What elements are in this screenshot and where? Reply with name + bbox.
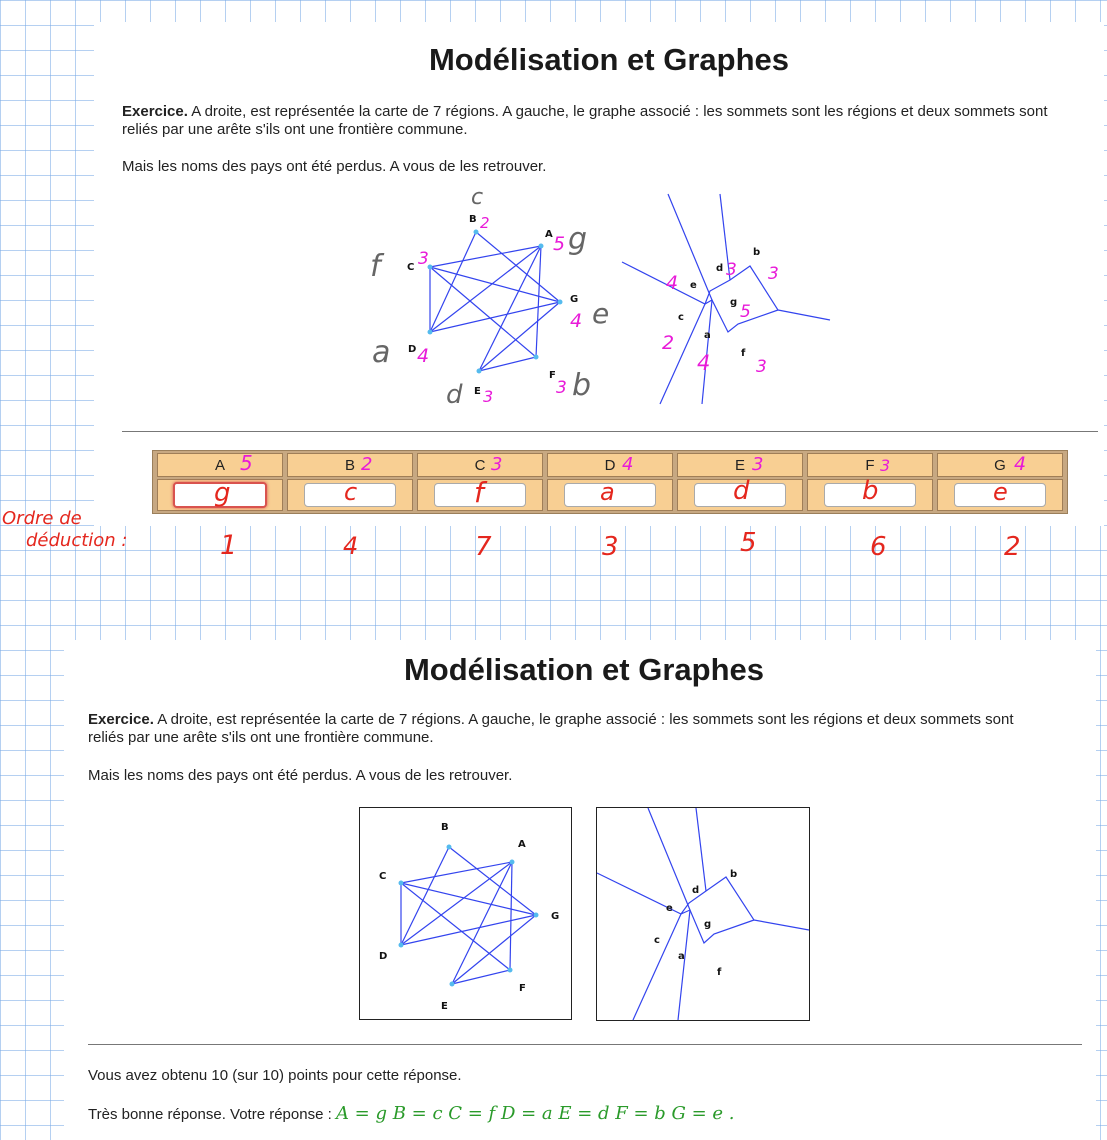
exercise-text: A droite, est représentée la carte de 7 régions. A gauche, le graphe associé : les sommets sont les régions et deux sommets sont reliés par une arête s'ils ont une frontière commune. — [122, 103, 1048, 138]
col-header-b: B 2 — [287, 453, 413, 477]
order-value-g: 2 — [1004, 532, 1021, 562]
graph-annot-e-degree: 3 — [483, 387, 494, 406]
region-label-c: c — [678, 312, 684, 323]
answer-cell-b — [287, 479, 413, 511]
feedback-line — [88, 1103, 735, 1124]
order-label-line-2: déduction : — [26, 530, 128, 551]
answer-cell-g — [937, 479, 1063, 511]
graph-annot-c-degree: 3 — [418, 249, 429, 269]
order-value-d: 3 — [602, 532, 619, 562]
col-header-a: A 5 — [157, 453, 283, 477]
region-label-e: e — [690, 280, 697, 291]
answer-input-row — [157, 479, 1063, 511]
col-header-c: C 3 — [417, 453, 543, 477]
answer-annot-c: f — [474, 476, 484, 509]
graph-figure-framed — [359, 807, 572, 1020]
order-value-e: 5 — [740, 528, 757, 558]
vertex-label-e: E — [474, 386, 481, 397]
vertex-label-c-framed: C — [379, 871, 387, 882]
region-label-c-framed: c — [654, 935, 660, 946]
answer-annot-d: a — [600, 478, 615, 506]
order-value-a: 1 — [220, 530, 238, 561]
answer-cell-e — [677, 476, 803, 511]
vertex-label-g: G — [570, 294, 579, 305]
degree-annot-f: 3 — [880, 456, 891, 475]
order-value-f: 6 — [870, 532, 887, 562]
result-screen-bottom — [64, 640, 1096, 1140]
exercise-screen-top — [94, 22, 1104, 526]
exercise-subtext: Mais les noms des pays ont été perdus. A vous de les retrouver. — [122, 158, 547, 175]
region-label-b-framed: b — [730, 869, 738, 880]
region-label-b: b — [753, 247, 761, 258]
region-label-g-framed: g — [704, 919, 712, 930]
region-label-e-framed: e — [666, 903, 673, 914]
vertex-label-d: D — [408, 344, 417, 355]
graph-annot-d-lower: a — [372, 335, 391, 370]
score-text: Vous avez obtenu 10 (sur 10) points pour cette réponse. — [88, 1067, 462, 1084]
region-label-d: d — [716, 263, 724, 274]
answer-table — [152, 450, 1068, 514]
graph-annot-a-lower: g — [568, 222, 588, 257]
vertex-label-a-framed: A — [518, 839, 526, 850]
answer-cell-c — [417, 476, 543, 511]
graph-annot-a-degree: 5 — [553, 233, 566, 255]
separator-line-result — [88, 1044, 1082, 1045]
map-annot-b-degree: 3 — [768, 264, 779, 284]
col-header-e: E 3 — [677, 453, 803, 477]
map-annot-g-degree: 5 — [740, 302, 751, 322]
order-value-b: 4 — [343, 532, 359, 560]
map-figure — [620, 192, 835, 407]
map-annot-e-degree: 4 — [666, 272, 679, 294]
vertex-label-g-framed: G — [551, 911, 560, 922]
degree-annot-c: 3 — [491, 454, 503, 475]
graph-annot-b-lower: c — [471, 185, 484, 210]
answer-header-row — [157, 453, 1063, 477]
answer-annot-g: e — [993, 478, 1008, 506]
vertex-label-c: C — [407, 262, 415, 273]
graph-annot-f-lower: b — [572, 368, 592, 403]
col-header-f: F 3 — [807, 453, 933, 477]
degree-annot-b: 2 — [361, 454, 373, 475]
feedback-text: Très bonne réponse. Votre réponse : — [88, 1106, 336, 1123]
col-header-d: D 4 — [547, 453, 673, 477]
map-annot-d-degree: 3 — [726, 260, 737, 280]
vertex-label-d-framed: D — [379, 951, 388, 962]
degree-annot-e: 3 — [752, 454, 764, 475]
graph-annot-b-degree: 2 — [480, 214, 490, 232]
map-annot-f-degree: 3 — [756, 357, 767, 377]
region-label-a-framed: a — [678, 951, 685, 962]
answer-annot-b: c — [344, 478, 358, 506]
order-value-c: 7 — [475, 532, 492, 562]
answer-math: A = g B = c C = f D = a E = d F = b G = e . — [335, 1103, 735, 1124]
graph-annot-g-lower: e — [592, 297, 610, 330]
region-label-f: f — [741, 348, 746, 359]
page-title-result: Modélisation et Graphes — [403, 652, 764, 687]
region-label-a: a — [704, 330, 711, 341]
map-annot-a-degree: 4 — [697, 351, 711, 375]
exercise-statement — [122, 103, 1072, 139]
degree-annot-g: 4 — [1014, 453, 1027, 475]
answer-cell-f — [807, 476, 933, 511]
answer-cell-d — [547, 479, 673, 511]
order-label-line-1: Ordre de — [2, 508, 82, 529]
vertex-label-f: F — [549, 370, 556, 381]
region-label-d-framed: d — [692, 885, 700, 896]
graph-annot-d-degree: 4 — [417, 345, 430, 367]
graph-annot-c-lower: f — [370, 249, 381, 284]
degree-annot-d: 4 — [622, 454, 634, 475]
exercise-label-result: Exercice. — [88, 711, 154, 728]
answer-cell-a — [157, 479, 283, 511]
col-header-g: G 4 — [937, 453, 1063, 477]
region-label-f-framed: f — [717, 967, 722, 978]
vertex-label-f-framed: F — [519, 983, 526, 994]
graph-annot-f-degree: 3 — [556, 378, 567, 398]
vertex-label-b-framed: B — [441, 822, 449, 833]
page-title: Modélisation et Graphes — [428, 42, 789, 77]
answer-annot-a: g — [214, 478, 231, 508]
graph-annot-e-lower: d — [446, 380, 463, 410]
exercise-text-result: A droite, est représentée la carte de 7 régions. A gauche, le graphe associé : les sommets sont les régions et deux sommets sont reliés par une arête s'ils ont une frontière commune. — [88, 711, 1014, 746]
vertex-label-a: A — [545, 229, 553, 240]
exercise-subtext-result: Mais les noms des pays ont été perdus. A vous de les retrouver. — [88, 767, 513, 784]
answer-annot-e: d — [733, 476, 750, 506]
graph-annot-g-degree: 4 — [570, 310, 583, 332]
answer-annot-f: b — [862, 476, 879, 506]
map-annot-c-degree: 2 — [662, 332, 675, 354]
separator-line — [122, 431, 1098, 432]
degree-annot-a: 5 — [240, 451, 253, 475]
exercise-statement-result — [88, 711, 1048, 747]
map-figure-framed — [596, 807, 810, 1021]
vertex-label-e-framed: E — [441, 1001, 448, 1012]
vertex-label-b: B — [469, 214, 477, 225]
order-label — [2, 508, 128, 552]
region-label-g: g — [730, 297, 738, 308]
exercise-label: Exercice. — [122, 103, 188, 120]
